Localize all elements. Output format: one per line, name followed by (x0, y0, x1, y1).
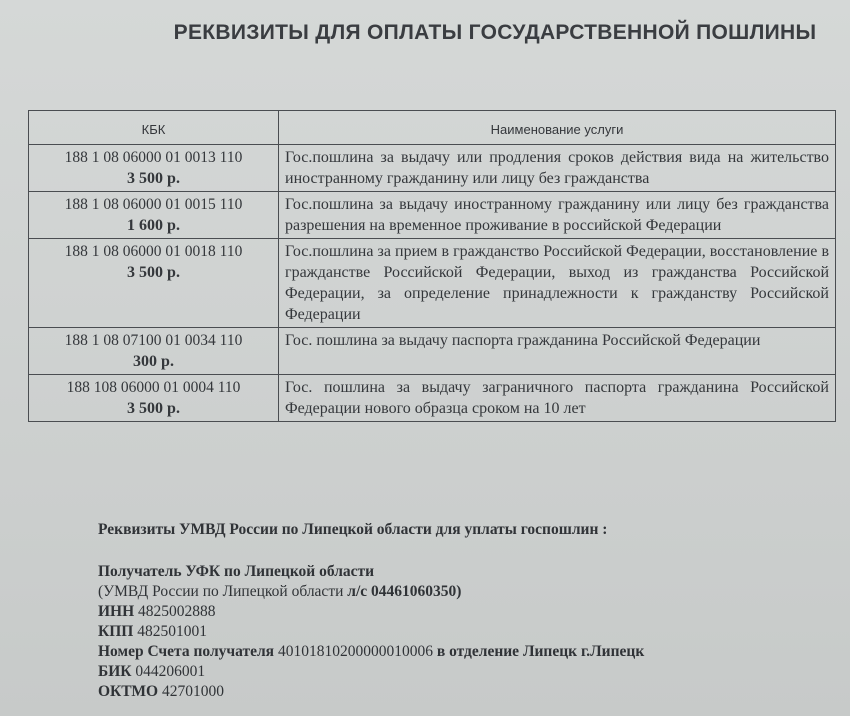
recipient-sub-prefix: (УМВД России по Липецкой области (98, 583, 348, 600)
fees-table-container (28, 110, 836, 422)
kbk-code: 188 108 06000 01 0004 110 (66, 379, 241, 396)
service-description: Гос.пошлина за выдачу иностранному гражданину или лицу без гражданства разрешения на временное проживание в российской Федерации (279, 192, 836, 239)
account-line (98, 642, 818, 662)
table-row (29, 328, 836, 375)
bik-label: БИК (98, 663, 132, 680)
fee-amount: 3 500 р. (127, 170, 180, 187)
fees-table (28, 110, 836, 422)
service-description: Гос.пошлина за выдачу или продления сроков действия вида на жительство иностранному гражданину или лицу без гражданства (279, 145, 836, 192)
recipient-sub-line (98, 582, 818, 602)
account-branch: в отделение Липецк г.Липецк (436, 643, 645, 660)
kpp-line (98, 622, 818, 642)
inn-label: ИНН (98, 603, 135, 620)
recipient-line: Получатель УФК по Липецкой области (98, 563, 375, 580)
table-row (29, 239, 836, 328)
table-row (29, 375, 836, 422)
fee-amount: 1 600 р. (127, 217, 180, 234)
account-value: 40101810200000010006 (277, 643, 433, 660)
service-description: Гос. пошлина за выдачу заграничного паспорта гражданина Российской Федерации нового образца сроком на 10 лет (279, 375, 836, 422)
kbk-cell (29, 239, 279, 328)
recipient-account: л/с 04461060350) (347, 583, 462, 600)
kbk-code: 188 1 08 06000 01 0013 110 (64, 149, 243, 166)
service-description: Гос. пошлина за выдачу паспорта гражданина Российской Федерации (279, 328, 836, 375)
account-label: Номер Счета получателя (98, 643, 275, 660)
header-service: Наименование услуги (279, 111, 836, 145)
kpp-value: 482501001 (137, 623, 207, 640)
kpp-label: КПП (98, 623, 134, 640)
inn-line (98, 602, 818, 622)
table-row (29, 192, 836, 239)
table-row (29, 145, 836, 192)
details-heading: Реквизиты УМВД России по Липецкой области для уплаты госпошлин : (98, 521, 608, 538)
service-description: Гос.пошлина за прием в гражданство Российской Федерации, восстановление в гражданстве Российской Федерации, выход из гражданства Российской Федерации, за определение принадлежности к гражданству Российской Федерации (279, 239, 836, 328)
kbk-code: 188 1 08 06000 01 0015 110 (64, 196, 243, 213)
page-title: РЕКВИЗИТЫ ДЛЯ ОПЛАТЫ ГОСУДАРСТВЕННОЙ ПОШЛИНЫ (173, 21, 817, 44)
fee-amount: 3 500 р. (127, 264, 180, 281)
kbk-cell (29, 375, 279, 422)
oktmo-value: 42701000 (162, 683, 224, 700)
kbk-code: 188 1 08 06000 01 0018 110 (64, 243, 243, 260)
fee-amount: 300 р. (133, 353, 174, 370)
bik-value: 044206001 (135, 663, 206, 680)
payment-details (98, 520, 818, 702)
kbk-code: 188 1 08 07100 01 0034 110 (64, 332, 243, 349)
kbk-cell (29, 328, 279, 375)
header-kbk: КБК (29, 111, 279, 145)
kbk-cell (29, 145, 279, 192)
oktmo-line (98, 682, 818, 702)
inn-value: 4825002888 (138, 603, 216, 620)
table-header-row (29, 111, 836, 145)
fee-amount: 3 500 р. (127, 400, 180, 417)
bik-line (98, 662, 818, 682)
kbk-cell (29, 192, 279, 239)
oktmo-label: ОКТМО (98, 683, 159, 700)
